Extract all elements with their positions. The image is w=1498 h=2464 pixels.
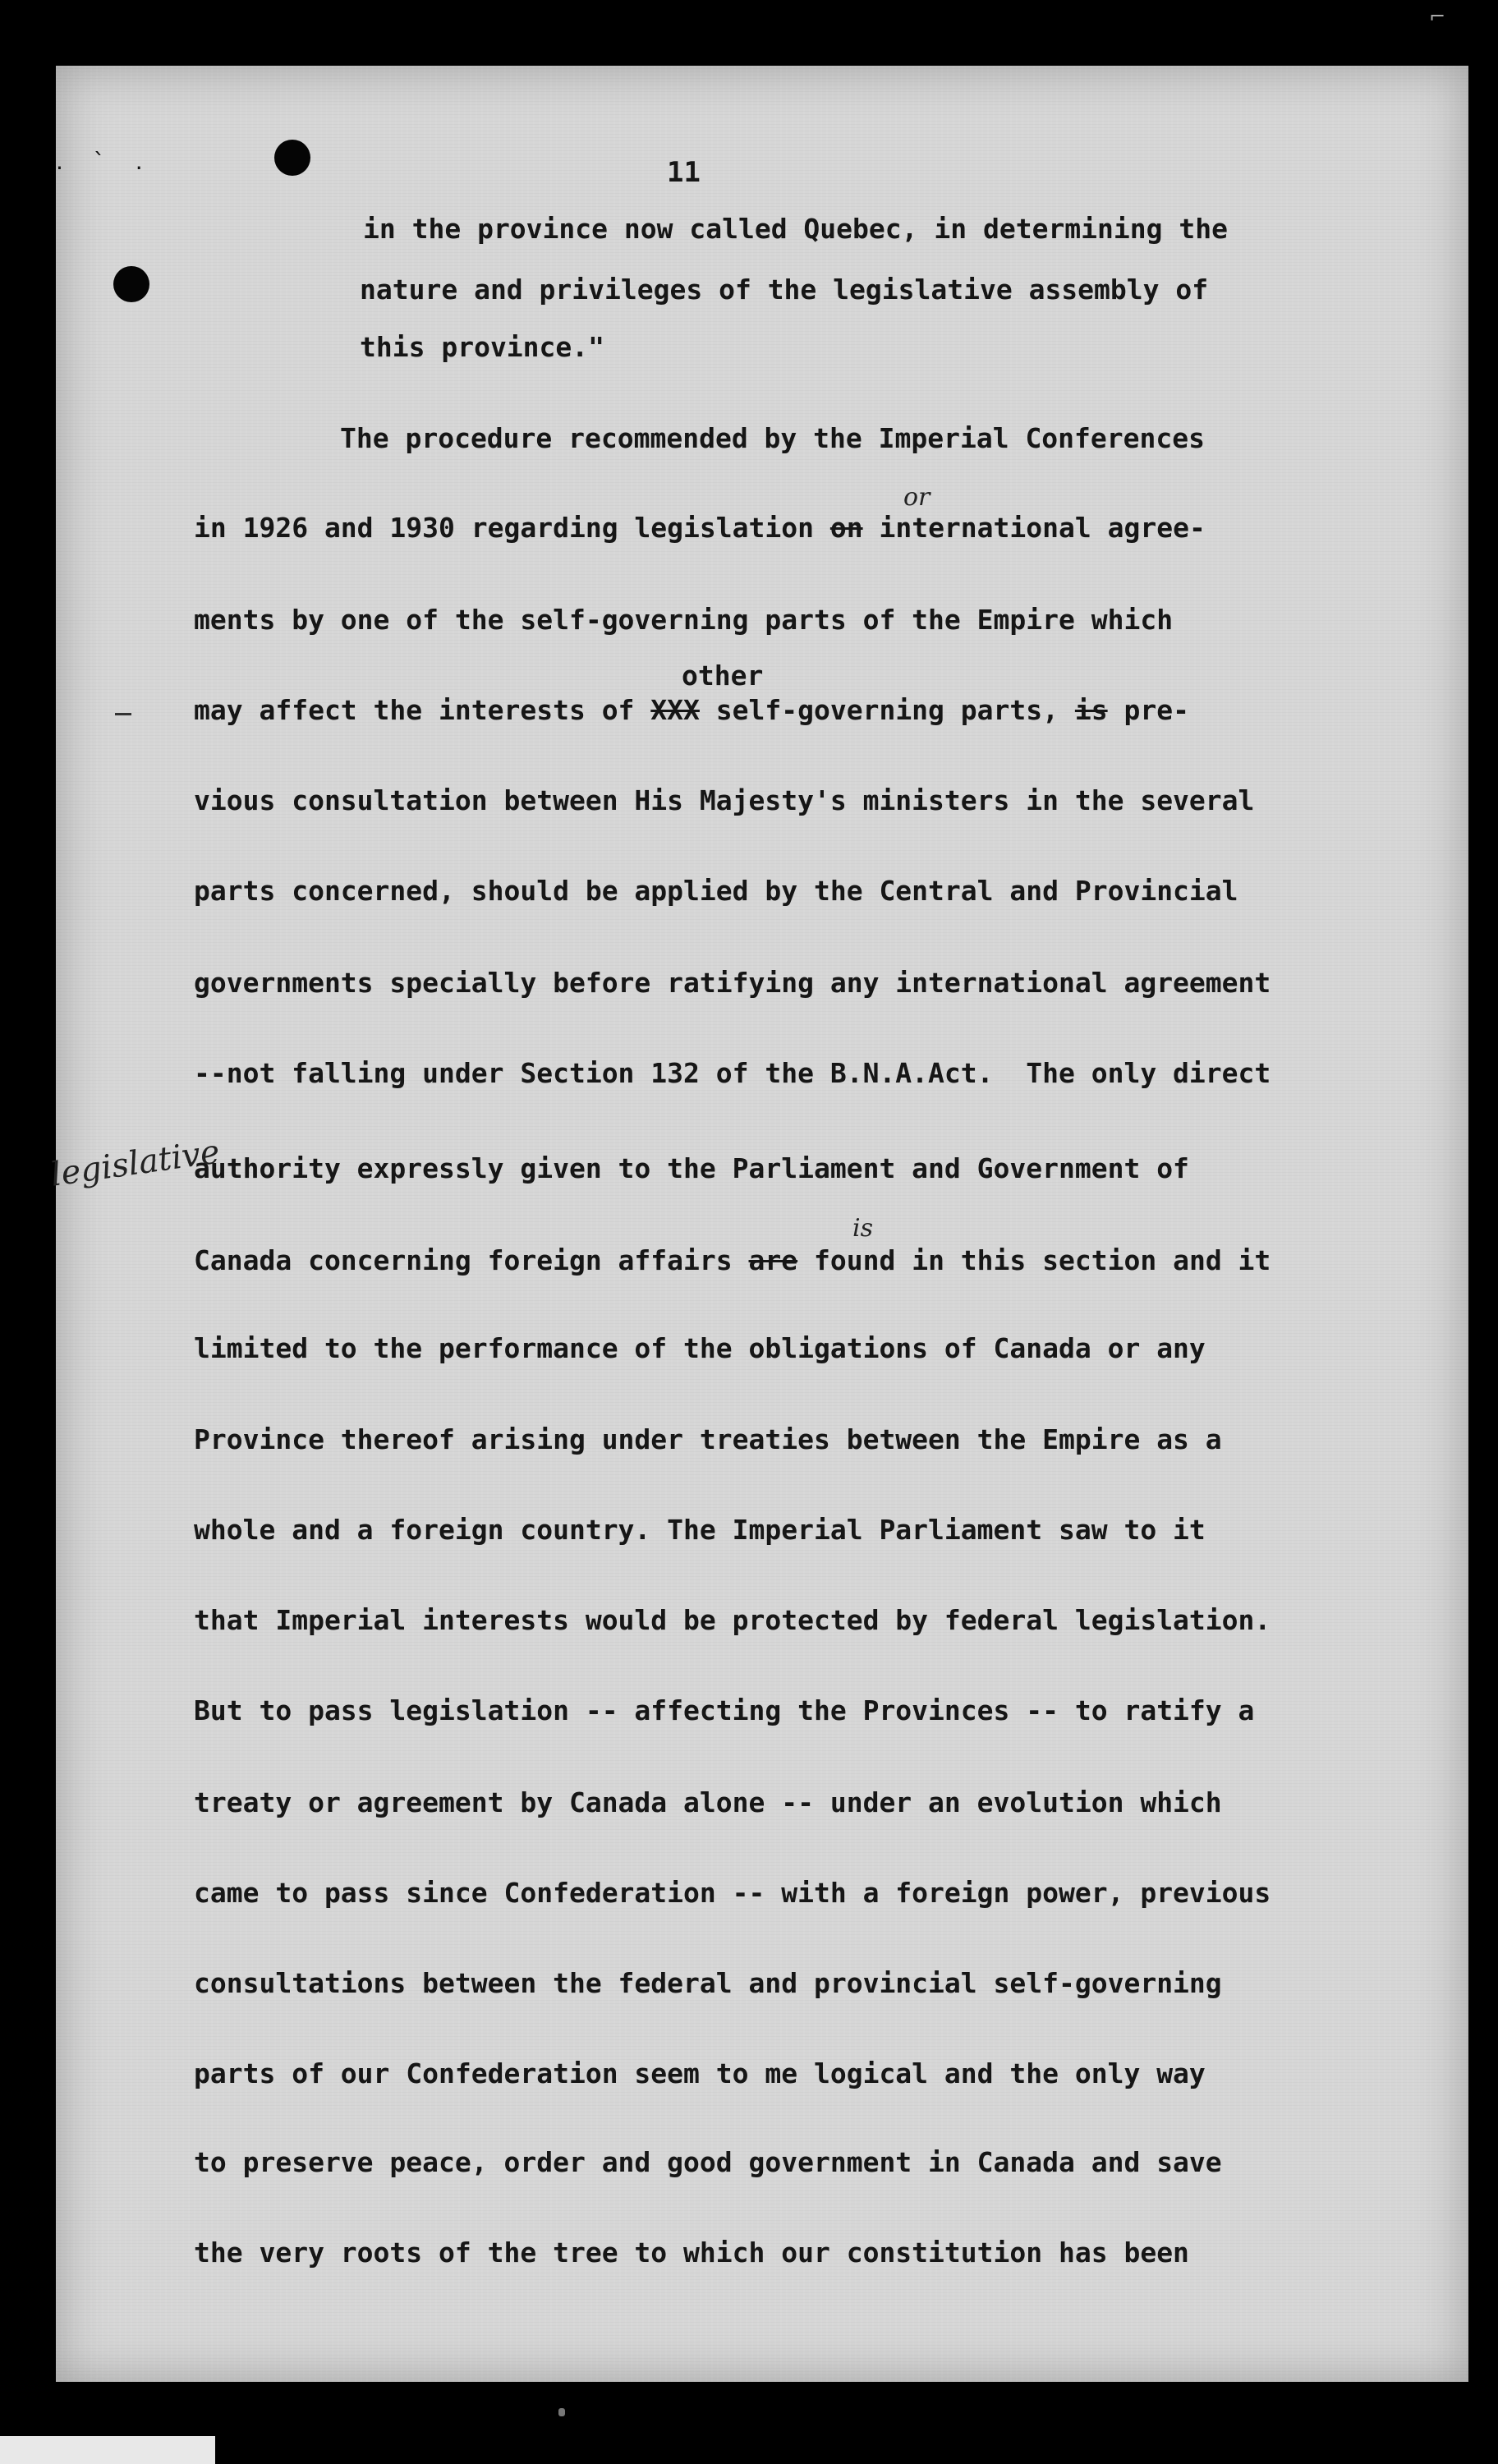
text-line-9: parts concerned, should be applied by the Central and Provincial [194,875,1238,907]
text-line-13 [194,1244,1271,1276]
text-line-4: The procedure recommended by the Imperial Conferences [340,422,1205,454]
text-line-15: Province thereof arising under treaties between the Empire as a [194,1423,1222,1455]
struck-word: on [829,512,863,544]
text-line-7 [194,696,1189,724]
scan-specks: . ` . [56,148,154,175]
text-line-19: treaty or agreement by Canada alone -- under an evolution which [194,1786,1222,1818]
text-segment: Canada concerning foreign affairs [194,1244,749,1276]
handwritten-is: is [852,1214,873,1243]
text-line-10: governments specially before ratifying any international agreement [194,967,1271,999]
text-segment: pre- [1107,694,1189,726]
corner-scan-mark: ⌐ [1429,5,1446,28]
text-line-11: --not falling under Section 132 of the B.N.A.Act. The only direct [194,1057,1271,1089]
struck-word: are [748,1244,798,1276]
text-segment: in 1926 and 1930 regarding legislation [194,512,830,544]
text-segment: may affect the interests of [194,694,651,726]
text-segment: international agree- [862,512,1206,544]
text-line-12: authority expressly given to the Parliament and Government of [194,1152,1189,1184]
text-line-20: came to pass since Confederation -- with a foreign power, previous [194,1877,1271,1909]
margin-tick [115,713,131,715]
text-line-14: limited to the performance of the obligations of Canada or any [194,1332,1206,1364]
interlinear-other: other [682,660,764,692]
text-line-21: consultations between the federal and provincial self-governing [194,1967,1222,1999]
struck-word: is [1074,694,1108,726]
text-segment: self-governing parts, [699,694,1075,726]
punch-hole-left [113,266,149,302]
text-line-6: ments by one of the self-governing parts of the Empire which [194,604,1174,636]
text-line-2: nature and privileges of the legislative assembly of [360,274,1209,306]
text-line-8: vious consultation between His Majesty's ministers in the several [194,784,1255,816]
scan-label-strip [0,2436,215,2464]
punch-hole-top [274,140,310,176]
text-line-3: this province." [360,331,605,363]
handwritten-margin-note: legislative [48,1133,223,1194]
text-line-18: But to pass legislation -- affecting the Provinces -- to ratify a [194,1694,1255,1726]
text-line-24: the very roots of the tree to which our constitution has been [194,2236,1189,2269]
page-number: 11 [667,156,701,189]
text-segment: found in this section and it [797,1244,1271,1276]
text-line-22: parts of our Confederation seem to me logical and the only way [194,2057,1206,2089]
text-line-17: that Imperial interests would be protected by federal legislation. [194,1604,1271,1636]
text-line-23: to preserve peace, order and good government in Canada and save [194,2146,1222,2178]
text-line-5 [194,512,1206,544]
handwritten-or: or [903,483,931,512]
text-line-16: whole and a foreign country. The Imperial Parliament saw to it [194,1514,1206,1546]
scan-speck [558,2408,565,2416]
struck-word: XXX [650,694,700,726]
text-line-1: in the province now called Quebec, in determining the [363,213,1228,245]
document-page [56,66,1468,2382]
